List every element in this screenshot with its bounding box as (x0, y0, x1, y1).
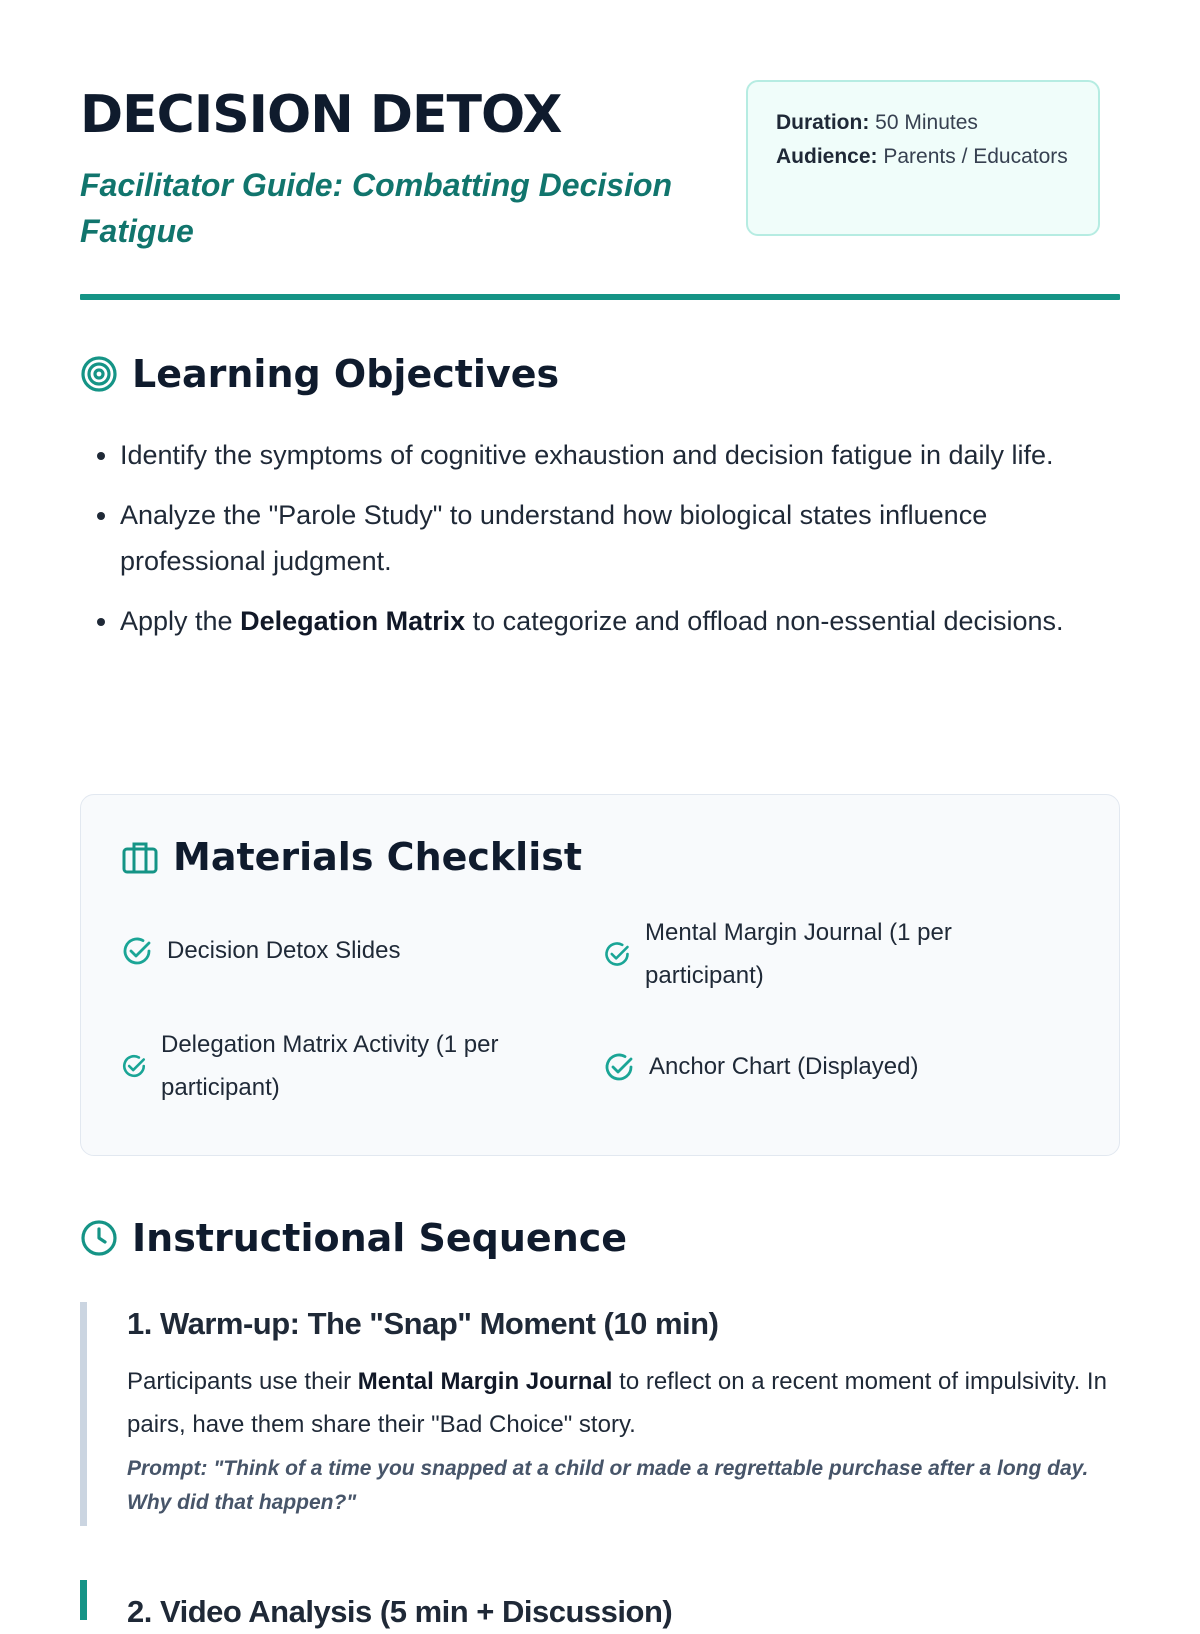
step-description (127, 1360, 1120, 1446)
duration-value: 50 Minutes (875, 111, 978, 134)
duration-line (776, 106, 1070, 140)
material-label: Anchor Chart (Displayed) (649, 1053, 919, 1080)
document-title: DECISION DETOX (80, 85, 562, 145)
materials-checklist-card (80, 794, 1120, 1156)
learning-objectives-title: Learning Objectives (132, 352, 560, 396)
step-title: 2. Video Analysis (5 min + Discussion) (127, 1594, 673, 1629)
step-text-prefix: Participants use their (127, 1368, 352, 1395)
session-meta-box (746, 80, 1100, 236)
check-circle-icon (603, 940, 631, 968)
audience-label: Audience: (776, 145, 878, 168)
instructional-sequence-title: Instructional Sequence (132, 1216, 628, 1260)
clock-icon (80, 1219, 118, 1257)
sequence-step (80, 1580, 1120, 1629)
objective-item: • Identify the symptoms of cognitive exhaustion and decision fatigue in daily life. (120, 432, 1120, 478)
material-item (121, 1023, 561, 1109)
material-label: Delegation Matrix Activity (1 per participant) (161, 1031, 499, 1101)
briefcase-icon (121, 838, 159, 876)
materials-grid (121, 911, 1079, 1131)
material-item (603, 911, 1043, 997)
audience-line (776, 140, 1070, 174)
material-item (603, 1045, 1043, 1088)
learning-objectives-section (80, 352, 1120, 658)
objective-text-suffix: to categorize and offload non-essential decisions. (472, 606, 1064, 636)
check-circle-icon (121, 1053, 147, 1079)
step-text-emphasis: Mental Margin Journal (357, 1368, 613, 1395)
delegation-matrix-emphasis: Delegation Matrix (240, 606, 466, 636)
step-prompt: Prompt: "Think of a time you snapped at a child or made a regrettable purchase after a long day. Why did that happen?" (127, 1457, 1089, 1514)
objectives-list (80, 432, 1120, 644)
document-header (80, 80, 1120, 300)
check-circle-icon (121, 935, 153, 967)
step-text-suffix: to reflect on a recent moment of impulsivity. In pairs, have them share their "Bad Choice" story. (127, 1368, 1107, 1438)
audience-value: Parents / Educators (883, 145, 1068, 168)
step-title: 1. Warm-up: The "Snap" Moment (10 min) (127, 1306, 719, 1341)
duration-label: Duration: (776, 111, 870, 134)
header-divider (80, 294, 1120, 300)
materials-checklist-heading (121, 835, 1079, 879)
material-label: Mental Margin Journal (1 per participant) (645, 919, 952, 989)
objective-item (120, 598, 1120, 644)
check-circle-icon (603, 1051, 635, 1083)
instructional-sequence-section (80, 1216, 1120, 1526)
material-item (121, 929, 561, 972)
objective-text-prefix: Apply the (120, 606, 233, 636)
learning-objectives-heading (80, 352, 1120, 396)
document-subtitle: Facilitator Guide: Combatting Decision Fatigue (80, 167, 673, 249)
sequence-step (80, 1302, 1120, 1526)
objective-item: • Analyze the "Parole Study" to understand how biological states influence professional judgment. (120, 492, 1120, 584)
instructional-sequence-heading (80, 1216, 1120, 1260)
target-icon (80, 355, 118, 393)
material-label: Decision Detox Slides (167, 937, 401, 964)
materials-checklist-title: Materials Checklist (173, 835, 583, 879)
